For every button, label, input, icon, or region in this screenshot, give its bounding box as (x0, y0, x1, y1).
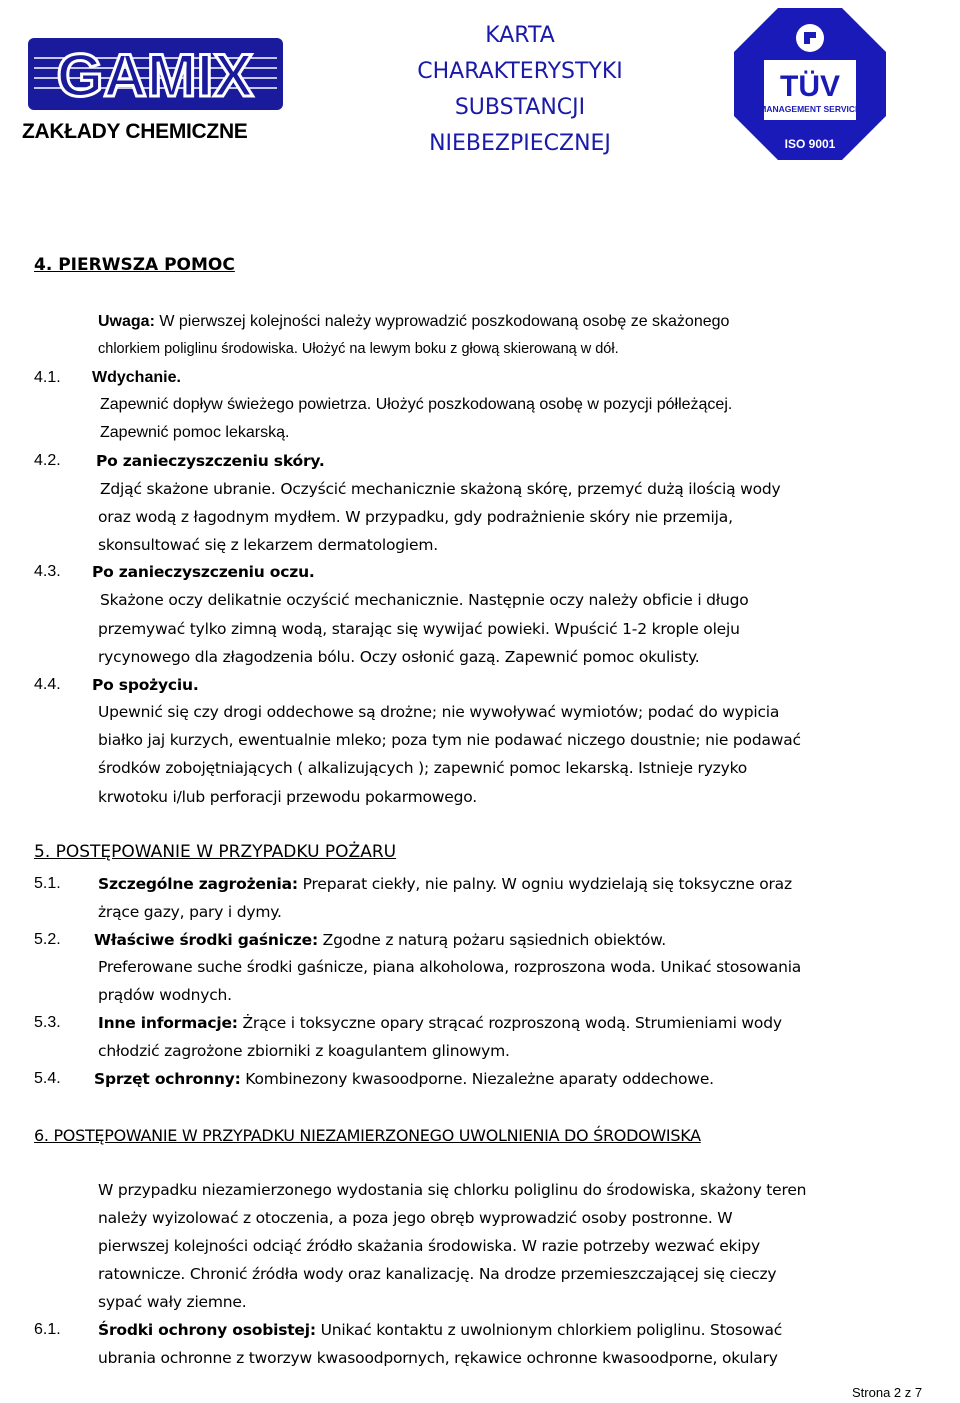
item-number: 5.3. (34, 1014, 61, 1031)
paragraph-line: skonsultować się z lekarzem dermatologiem. (98, 536, 438, 554)
title-line: CHARAKTERYSTYKI (417, 59, 623, 84)
paragraph-line: Skażone oczy delikatnie oczyścić mechanicznie. Następnie oczy należy obficie i długo (100, 591, 749, 609)
item-text: Żrące i toksyczne opary strącać rozproszoną wodą. Strumieniami wody (237, 1014, 782, 1032)
tuv-certificate-seal (734, 8, 886, 160)
company-name: ZAKŁADY CHEMICZNE (22, 120, 248, 143)
item-line (94, 1070, 714, 1088)
paragraph-line: należy wyizolować z otoczenia, a poza jego obręb wyprowadzić osoby postronne. W (98, 1209, 733, 1227)
title-line: SUBSTANCJI (454, 95, 586, 120)
item-label: Szczególne zagrożenia: (98, 875, 298, 893)
item-line (98, 1321, 782, 1339)
item-title: Po spożyciu. (92, 676, 199, 694)
paragraph-line: ubrania ochronne z tworzyw kwasoodpornych, rękawice ochronne kwasoodporne, okulary (98, 1349, 778, 1367)
item-title: Wdychanie. (92, 369, 181, 386)
warning-paragraph (98, 313, 729, 331)
item-line (98, 1014, 782, 1032)
item-number: 4.2. (34, 452, 61, 469)
item-number: 4.1. (34, 369, 61, 386)
item-number: 5.1. (34, 875, 61, 892)
item-number: 5.4. (34, 1070, 61, 1087)
iso-label: ISO 9001 (784, 137, 836, 151)
item-line (98, 875, 792, 893)
title-line: KARTA (485, 23, 555, 48)
paragraph-line: Upewnić się czy drogi oddechowe są drożne; nie wywoływać wymiotów; podać do wypicia (98, 703, 780, 721)
item-number: 4.3. (34, 563, 61, 580)
paragraph-line: środków zobojętniających ( alkalizujących ); zapewnić pomoc lekarską. Istnieje ryzyko (98, 759, 748, 777)
paragraph-line: przemywać tylko zimną wodą, starając się wywijać powieki. Wpuścić 1-2 krople oleju (98, 620, 740, 638)
title-line: NIEBEZPIECZNEJ (429, 131, 611, 156)
paragraph-line: Preferowane suche środki gaśnicze, piana alkoholowa, rozproszona woda. Unikać stosowania (98, 958, 802, 976)
section-5-heading: 5. POSTĘPOWANIE W PRZYPADKU POŻARU (34, 842, 397, 862)
paragraph-line: prądów wodnych. (98, 986, 232, 1004)
item-text: Unikać kontaktu z uwolnionym chlorkiem poliglinu. Stosować (315, 1321, 783, 1339)
paragraph-line: W przypadku niezamierzonego wydostania się chlorku poliglinu do środowiska, skażony teren (98, 1181, 807, 1199)
paragraph-line: żrące gazy, pary i dymy. (98, 903, 282, 921)
warning-text: chlorkiem poliglinu środowiska. Ułożyć na lewym boku z głową skierowaną w dół. (98, 341, 619, 357)
item-label: Środki ochrony osobistej: (98, 1321, 316, 1339)
item-text: Preparat ciekły, nie palny. W ogniu wydzielają się toksyczne oraz (297, 875, 792, 893)
paragraph-line: pierwszej kolejności odciąć źródło skażania środowiska. W razie potrzeby wezwać ekipy (98, 1237, 761, 1255)
paragraph-line: oraz wodą z łagodnym mydłem. W przypadku, gdy podrażnienie skóry nie przemija, (98, 508, 733, 526)
page-number: Strona 2 z 7 (852, 1385, 923, 1400)
item-label: Sprzęt ochronny: (94, 1070, 241, 1088)
logo-wordmark: GAMIX (56, 42, 254, 109)
item-text: Kombinezony kwasoodporne. Niezależne aparaty oddechowe. (240, 1070, 714, 1088)
section-4-heading: 4. PIERWSZA POMOC (34, 255, 235, 275)
item-label: Właściwe środki gaśnicze: (94, 931, 318, 949)
item-number: 4.4. (34, 676, 61, 693)
paragraph-line: białko jaj kurzych, ewentualnie mleko; poza tym nie podawać niczego doustnie; nie podawać (98, 731, 801, 749)
paragraph-line: Zdjąć skażone ubranie. Oczyścić mechanicznie skażoną skórę, przemyć dużą ilością wody (100, 480, 781, 498)
warning-label: Uwaga: (98, 313, 155, 330)
item-line (94, 931, 666, 949)
item-title: Po zanieczyszczeniu skóry. (96, 452, 325, 470)
section-6-heading: 6. POSTĘPOWANIE W PRZYPADKU NIEZAMIERZONEGO UWOLNIENIA DO ŚRODOWISKA (34, 1126, 701, 1145)
warning-text: W pierwszej kolejności należy wyprowadzić poszkodowaną osobę ze skażonego (154, 313, 730, 330)
paragraph-line: krwotoku i/lub perforacji przewodu pokarmowego. (98, 788, 477, 806)
tuv-brand: TÜV (780, 70, 840, 103)
paragraph-line: Zapewnić pomoc lekarską. (100, 424, 290, 441)
paragraph-line: chłodzić zagrożone zbiorniki z koagulantem glinowym. (98, 1042, 510, 1060)
paragraph-line: rycynowego dla złagodzenia bólu. Oczy osłonić gazą. Zapewnić pomoc okulisty. (98, 648, 700, 666)
paragraph-line: Zapewnić dopływ świeżego powietrza. Ułożyć poszkodowaną osobę w pozycji półleżącej. (100, 396, 733, 413)
paragraph-line: ratownicze. Chronić źródła wody oraz kanalizację. Na drodze przemieszczającej się cieczy (98, 1265, 777, 1283)
item-number: 6.1. (34, 1321, 61, 1338)
document-title (370, 18, 670, 162)
item-label: Inne informacje: (98, 1014, 238, 1032)
tuv-subtitle: MANAGEMENT SERVICE (759, 104, 861, 114)
item-number: 5.2. (34, 931, 61, 948)
paragraph-line: sypać wały ziemne. (98, 1293, 247, 1311)
item-text: Zgodne z naturą pożaru sąsiednich obiektów. (317, 931, 666, 949)
item-title: Po zanieczyszczeniu oczu. (92, 563, 315, 581)
